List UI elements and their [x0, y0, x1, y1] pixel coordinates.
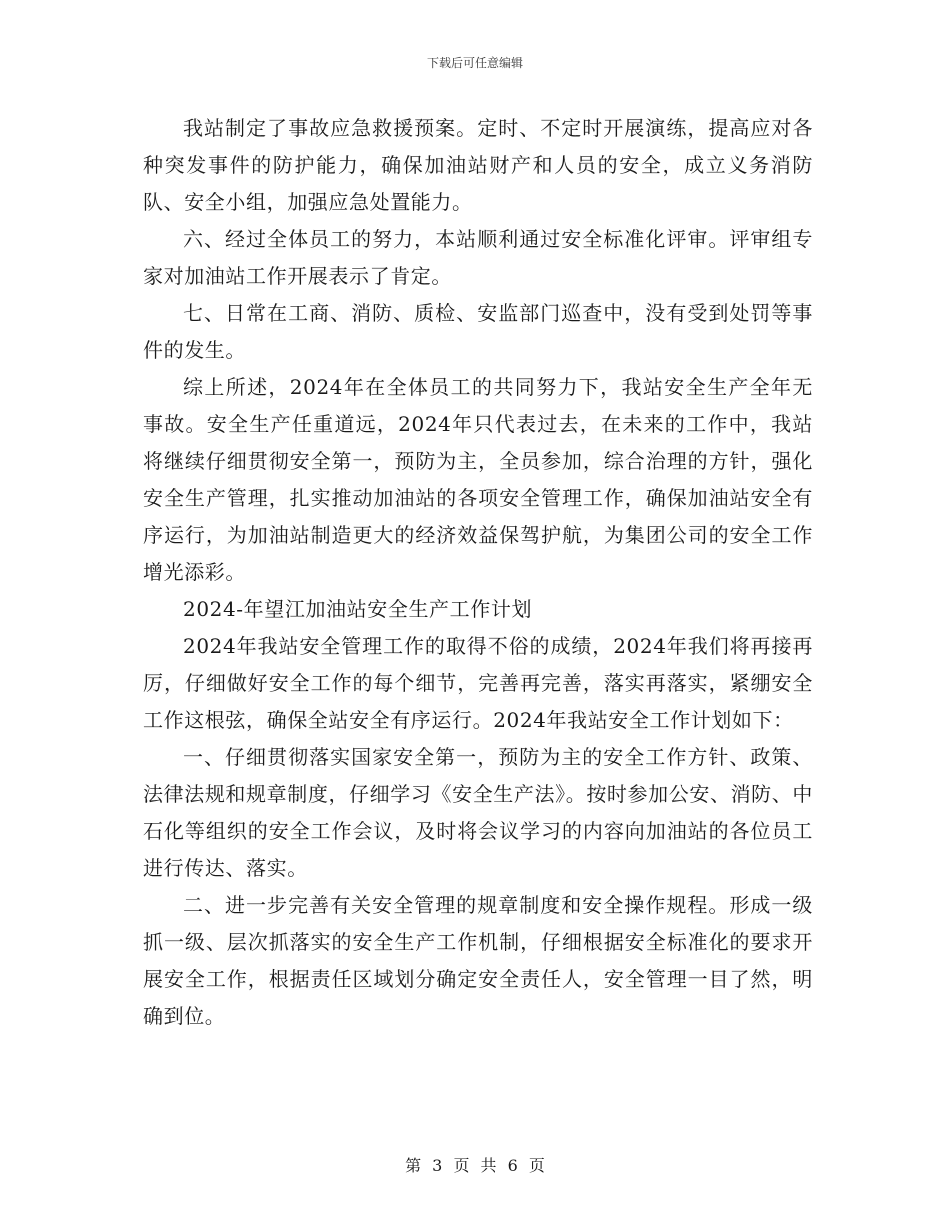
section-title: 2024-年望江加油站安全生产工作计划 [183, 597, 533, 621]
document-body [143, 110, 813, 1035]
paragraph-plan-item-two: 二、进一步完善有关安全管理的规章制度和安全操作规程。形成一级抓一级、层次抓落实的安全生产工作机制，仔细根据安全标准化的要求开展安全工作，根据责任区域划分确定安全责任人，安全管理一目了然，明确到位。 [143, 893, 813, 1028]
paragraph-item-six: 六、经过全体员工的努力，本站顺利通过安全标准化评审。评审组专家对加油站工作开展表示了肯定。 [143, 227, 813, 288]
paragraph-plan-intro: 2024年我站安全管理工作的取得不俗的成绩，2024年我们将再接再厉，仔细做好安全工作的每个细节，完善再完善，落实再落实，紧绷安全工作这根弦，确保全站安全有序运行。2024年我站安全工作计划如下： [143, 634, 813, 732]
paragraph-plan-item-one: 一、仔细贯彻落实国家安全第一，预防为主的安全工作方针、政策、法律法规和规章制度，仔细学习《安全生产法》。按时参加公安、消防、中石化等组织的安全工作会议，及时将会议学习的内容向加油站的各位员工进行传达、落实。 [143, 745, 813, 880]
paragraph-item-seven: 七、日常在工商、消防、质检、安监部门巡查中，没有受到处罚等事件的发生。 [143, 301, 813, 362]
page-header-note: 下载后可任意编辑 [426, 56, 523, 70]
paragraph-emergency-plan: 我站制定了事故应急救援预案。定时、不定时开展演练，提高应对各种突发事件的防护能力，确保加油站财产和人员的安全，成立义务消防队、安全小组，加强应急处置能力。 [143, 116, 813, 214]
paragraph-summary: 综上所述，2024年在全体员工的共同努力下，我站安全生产全年无事故。安全生产任重道远，2024年只代表过去，在未来的工作中，我站将继续仔细贯彻安全第一，预防为主，全员参加，综合治理的方针，强化安全生产管理，扎实推动加油站的各项安全管理工作，确保加油站安全有序运行，为加油站制造更大的经济效益保驾护航，为集团公司的安全工作增光添彩。 [143, 375, 813, 584]
page-number: 第 3 页 共 6 页 [405, 1156, 545, 1175]
